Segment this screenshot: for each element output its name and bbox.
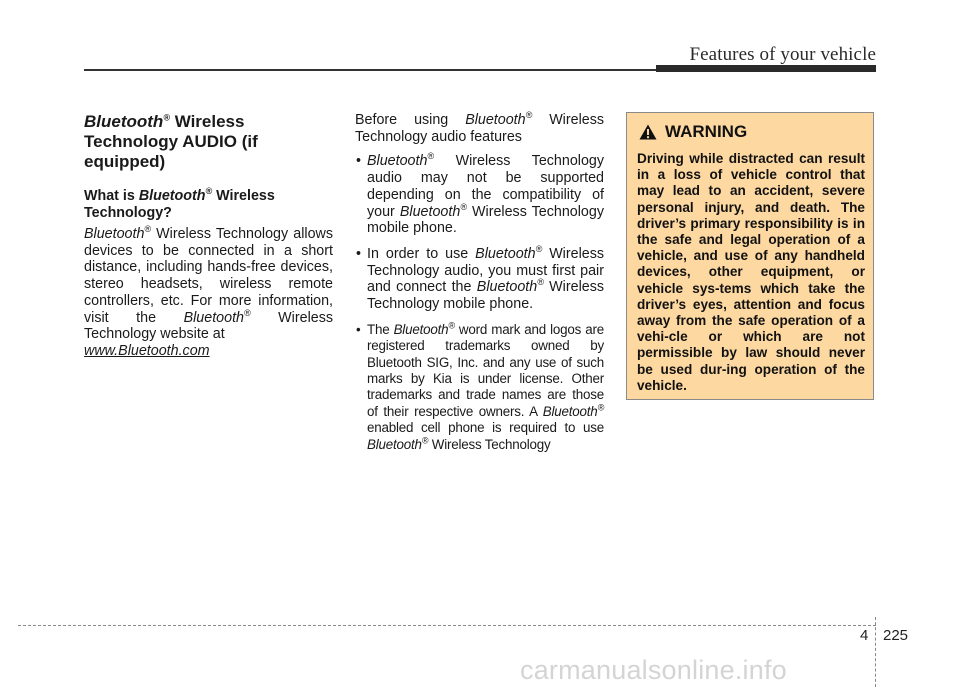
intro-bluetooth-text: Bluetooth (465, 112, 526, 128)
middle-intro (355, 112, 604, 145)
paragraph-text: Wireless Technology website at (84, 309, 333, 343)
bluetooth-website-link[interactable]: www.Bluetooth.com (84, 342, 210, 359)
warning-title: WARNING (665, 122, 748, 141)
registered-mark: ® (144, 224, 152, 235)
registered-mark: ® (460, 201, 467, 212)
paragraph-bluetooth-text: Bluetooth (84, 226, 145, 242)
subheading-prefix: What is (84, 188, 139, 204)
registered-mark: ® (597, 402, 604, 413)
list-item (355, 322, 604, 453)
chapter-number: 4 (860, 627, 869, 644)
subheading (84, 188, 333, 222)
page-divider (875, 617, 876, 687)
bullet-bluetooth-text: Bluetooth (393, 321, 449, 337)
middle-column (355, 112, 604, 462)
bullet-bluetooth-text: Bluetooth (542, 403, 598, 419)
registered-mark: ® (244, 307, 251, 318)
subheading-bluetooth-text: Bluetooth (138, 188, 206, 204)
intro-prefix: Before using (355, 112, 466, 128)
bullet-bluetooth-text: Bluetooth (399, 203, 461, 220)
warning-header (639, 122, 865, 142)
list-item (355, 153, 604, 237)
registered-mark: ® (421, 435, 429, 446)
bullet-bluetooth-text: Bluetooth (476, 279, 538, 296)
bullet-text: Wireless Technology (428, 436, 551, 452)
section-heading (84, 112, 333, 172)
subheading-rest-text: Wireless Technology? (84, 188, 275, 221)
registered-mark: ® (535, 244, 543, 255)
heading-rest-text: Wireless Technology AUDIO (if equipped) (84, 112, 258, 171)
warning-text: Driving while distracted can result in a loss of vehicle control that may lead to an accident, severe personal injury, and death. The driver’s primary responsibility is in the safe and legal operation of a vehicle, and use of any handheld devices, other equipment, or vehicle sys-tems which take the driver’s eyes, attention and focus away from the safe operation of a vehi-cle or which are not permissible by law should never be used dur-ing operation of the vehicle. (637, 151, 865, 393)
header-title: Features of your vehicle (689, 44, 876, 65)
registered-mark: ® (427, 151, 435, 162)
bullet-bluetooth-text: Bluetooth (367, 436, 422, 452)
list-item (355, 246, 604, 313)
intro-paragraph (84, 226, 333, 343)
bullet-text: In order to use (367, 245, 476, 262)
left-column (84, 112, 333, 360)
bullet-text: Wireless Technology audio may not be supported depending on the compatibility of your (367, 153, 604, 220)
registered-mark: ® (448, 320, 455, 331)
intro-rest-text: Wireless Technology audio features (355, 112, 604, 145)
page-number: 225 (883, 627, 909, 644)
heading-bluetooth-text: Bluetooth (84, 112, 164, 131)
watermark: carmanualsonline.info (520, 655, 787, 685)
bullet-text: The (367, 321, 394, 337)
footer-rule (18, 625, 876, 626)
paragraph-text: Wireless Technology allows devices to be connected in a short distance, including hands-free devices, stereo headsets, wireless remote controllers, etc. For more information, visit the (84, 226, 333, 326)
bullet-list (355, 153, 604, 453)
bullet-text: word mark and logos are registered trademarks owned by Bluetooth SIG, Inc. and any use of such marks by Kia is under license. Other trademarks and trade names are those of their respective owners. A (367, 321, 604, 419)
registered-mark: ® (205, 186, 213, 197)
registered-mark: ® (537, 277, 544, 288)
warning-box (626, 112, 874, 400)
bullet-text: Wireless Technology mobile phone. (367, 279, 604, 313)
bullet-text: Wireless Technology audio, you must first pair and connect the (367, 245, 604, 296)
warning-triangle-icon (639, 124, 657, 140)
registered-mark: ® (163, 112, 170, 123)
paragraph-bluetooth-text: Bluetooth (183, 309, 244, 326)
registered-mark: ® (525, 110, 533, 121)
bullet-text: enabled cell phone is required to use (367, 420, 604, 436)
bullet-text: Wireless Technology mobile phone. (367, 203, 604, 237)
bullet-bluetooth-text: Bluetooth (475, 245, 536, 262)
bullet-bluetooth-text: Bluetooth (367, 153, 428, 170)
header-rule-thick (656, 65, 876, 72)
